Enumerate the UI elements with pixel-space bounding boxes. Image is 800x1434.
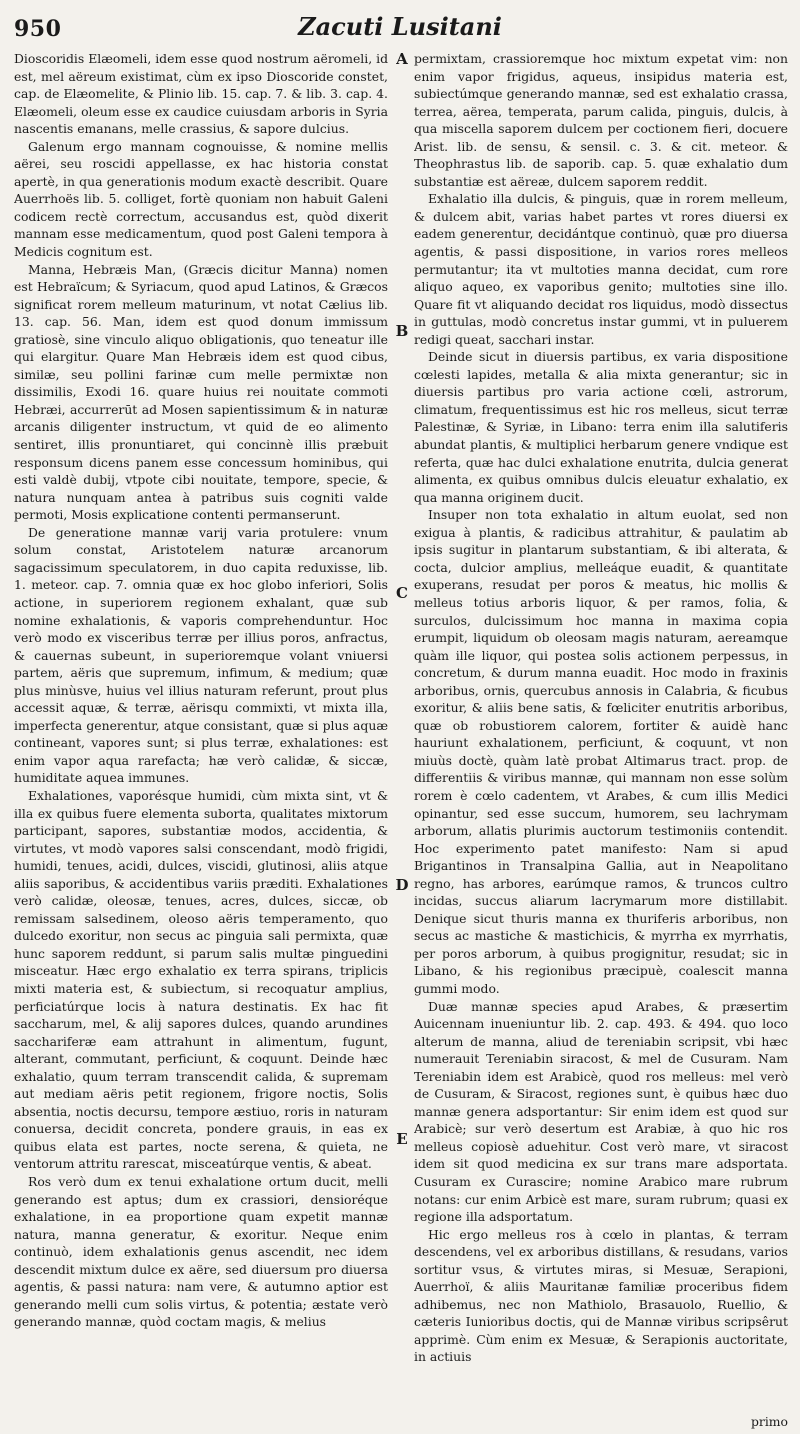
left-column bbox=[14, 50, 388, 1420]
section-marker-e: E bbox=[396, 1130, 408, 1148]
paragraph: Exhalationes, vaporésque humidi, cùm mixta sint, vt & illa ex quibus fuere elementa suborta, qualitates mixtorum participant, sapores, substantiæ modos, accidentia, & virtutes, vt modò vapores salsi conscendant, modò frigidi, humidi, tenues, acidi, dulces, viscidi, glutinosi, aliis atque aliis saporibus, & accidentibus variis præditi. Exhalationes verò calidæ, oleosæ, tenues, acres, dulces, siccæ, ob remissam salsedinem, oleoso aëris temperamento, quo dulcedo exoritur, non secus ac pinguia sali permixta, quæ hunc saporem reddunt, si parum salis multæ pinguedini misceatur. Hæc ergo exhalatio ex terra spirans, triplicis mixti materia est, & subiectum, si recoquatur amplius, perficiatúrque locis à natura destinatis. Ex hac fit saccharum, mel, & alij sapores dulces, quando arundines sacchariferæ eam attrahunt in alimentum, fugunt, alterant, commutant, perficiunt, & coquunt. Deinde hæc exhalatio, quum terram transcendit calida, & supremam aut mediam aëris petit regionem, frigore noctis, Solis absentia, noctis decursu, tempore æstiuo, roris in naturam conuersa, decidit concreta, pondere grauis, in eas ex quibus elata est partes, nocte serena, & quieta, ne ventorum attritu rarescat, misceatúrque ventis, & abeat. bbox=[14, 787, 388, 1172]
section-marker-b: B bbox=[395, 322, 409, 340]
section-marker-d: D bbox=[395, 876, 409, 894]
catchword: primo bbox=[750, 1414, 788, 1429]
paragraph: Duæ mannæ species apud Arabes, & præsertim Auicennam inueniuntur lib. 2. cap. 493. & 494. quo loco alterum de manna, aliud de tereniabin scripsit, vbi hæc numerauit Tereniabin siracost, & mel de Cusuram. Nam Tereniabin idem est Arabicè, quod ros melleus: mel verò de Cusuram, & Siracost, regiones sunt, è quibus hæc duo mannæ genera adsportantur: Sir enim idem est quod sur Arabicè; sur verò desertum est Arabiæ, à quo hic ros melleus copiosè aduehitur. Cost verò mare, vt siracost idem sit quod medicina ex sur trans mare adsportata. Cusuram ex Curascire; nomine Arabico mare rubrum notans: cur enim Arbicè est mare, suram rubrum; quasi ex regione illa adsportatum. bbox=[414, 998, 788, 1225]
paragraph: Galenum ergo mannam cognouisse, & nomine mellis aërei, seu roscidi appellasse, ex hac historia constat apertè, in qua generationis modum exactè describit. Quare Auerrhoës lib. 5. colliget, fortè quoniam non habuit Galeni codicem rectè correctum, accusandus est, quòd dixerit mannam esse medicamentum, quod post Galeni tempora à Medicis cognitum est. bbox=[14, 138, 388, 260]
running-title: Zacuti Lusitani bbox=[298, 12, 502, 41]
paragraph: Hic ergo melleus ros à cœlo in plantas, & terram descendens, vel ex arboribus distillans, & resudans, varios sortitur vsus, & virtutes miras, si Mesuæ, Serapioni, Auerrhoï, & aliis Mauritanæ familiæ proceribus fidem adhibemus, nec non Mathiolo, Brasauolo, Ruellio, & cæteris Iunioribus doctis, qui de Mannæ viribus scripsêrut apprimè. Cùm enim ex Mesuæ, & Serapionis auctoritate, in actiuis bbox=[414, 1226, 788, 1365]
paragraph: permixtam, crassioremque hoc mixtum expetat vim: non enim vapor frigidus, aqueus, insipidus materia est, subiectúmque generando mannæ, sed est exhalatio crassa, terrea, aërea, temperata, parum calida, pinguis, dulcis, à qua miscella saporem dulcem per coctionem fieri, docuere Arist. lib. de sensu, & sensil. c. 3. & cit. meteor. & Theophrastus lib. de saporib. cap. 5. quæ exhalatio dum substantiæ est aëreæ, dulcem saporem reddit. bbox=[414, 51, 788, 189]
section-marker-a: A bbox=[396, 50, 408, 68]
paragraph: Ros verò dum ex tenui exhalatione ortum ducit, melli generando est aptus; dum ex crassiori, densioréque exhalatione, in ea proportione quam expetit mannæ natura, manna generatur, & exoritur. Neque enim continuò, idem exhalationis genus ascendit, nec idem descendit mixtum dulce ex aëre, sed diuersum pro diuersa agentis, & passi natura: nam vere, & autumno aptior est generando melli cum solis virtus, & potentia; æstate verò generando mannæ, quòd coctam magis, & melius bbox=[14, 1174, 388, 1330]
paragraph: Manna, Hebræis Man, (Græcis dicitur Manna) nomen est Hebraïcum; & Syriacum, quod apud Latinos, & Græcos significat rorem melleum maturinum, vt notat Cælius lib. 13. cap. 56. Man, idem est quod donum immissum gratiosè, sine vinculo aliquo obligationis, quo teneatur ille qui elargitur. Quare Man Hebræis idem est quod cibus, similæ, seu pollini farinæ cum melle permixtæ non dissimilis, Exodi 16. quare huius rei nouitate commoti Hebræi, accurrerūt ad Mosen sapientissimum & in naturæ arcanis diligenter instructum, vt quid de eo alimento sentiret, illis pronuntiaret, qui concinnè illis præbuit responsum dicens panem esse concessum hominibus, qui esti valdè dubij, vtpote cibi nouitate, tempore, specie, & natura nunquam antea à patribus suis cogniti valde permoti, Mosis explicatione contenti permanserunt. bbox=[14, 261, 388, 523]
section-marker-c: C bbox=[396, 584, 408, 602]
paragraph: Exhalatio illa dulcis, & pinguis, quæ in rorem melleum, & dulcem abit, varias habet partes vt rores diuersi ex eadem generentur, decidántque continuò, quæ pro diuersa agentis, & passi dispositione, in varios rores melleos permutantur; ita vt multoties manna decidat, cum rore aliquo aqueo, ex vaporibus genito; multoties sine illo. Quare fit vt aliquando decidat ros liquidus, modò dissectus in guttulas, modò concretus instar gummi, vt in puluerem redigi queat, sacchari instar. bbox=[414, 191, 788, 347]
right-column bbox=[414, 50, 788, 1420]
paragraph: Deinde sicut in diuersis partibus, ex varia dispositione cœlesti lapides, metalla & alia mixta generantur; sic in diuersis partibus pro varia actione cœli, astrorum, climatum, frequentissimus est hic ros melleus, sicut terræ Palestinæ, & Syriæ, in Libano: terra enim illa salutiferis abundat plantis, & multiplici herbarum genere vndique est referta, quæ hac dulci exhalatione enutrita, dulcia generat alimenta, ex quibus omnibus dulcis eleuatur exhalatio, ex qua manna originem ducit. bbox=[414, 349, 788, 505]
paragraph: Dioscoridis Elæomeli, idem esse quod nostrum aëromeli, id est, mel aëreum existimat, cùm ex ipso Dioscoride constet, cap. de Elæomelite, & Plinio lib. 15. cap. 7. & lib. 3. cap. 4. Elæomeli, oleum esse ex caudice cuiusdam arboris in Syria nascentis emanans, melle crassius, & sapore dulcius. bbox=[14, 51, 388, 137]
page-number: 950 bbox=[14, 16, 62, 42]
paragraph: De generatione mannæ varij varia protulere: vnum solum constat, Aristotelem naturæ arcanorum sagacissimum speculatorem, in duo capita reduxisse, lib. 1. meteor. cap. 7. omnia quæ ex hoc globo inferiori, Solis actione, in superiorem regionem exhalant, quæ sub nomine exhalationis, & vaporis comprehenduntur. Hoc verò modo ex visceribus terræ per illius poros, anfractus, & cauernas subeunt, in superioremque volant vniuersi partem, aëris que supremum, infimum, & medium; quæ plus minùsve, huius vel illius naturam referunt, prout plus accessit aquæ, & terræ, aërisqu commixti, vt mixta illa, imperfecta generentur, atque consistant, quæ si plus aquæ contineant, vapores sunt; si plus terræ, exhalationes: est enim vapor aqua rarefacta; hæ verò calidæ, & siccæ, humiditate aquea immunes. bbox=[14, 524, 388, 786]
paragraph: Insuper non tota exhalatio in altum euolat, sed non exigua à plantis, & radicibus attrahitur, & paulatim ab ipsis sugitur in plantarum substantiam, & ibi alterata, & cocta, dulcior amplius, melleáque euadit, & quantitate exuperans, resudat per poros & meatus, hic mollis & melleus totius arboris liquor, & per ramos, folia, & surculos, dulcissimum hoc manna in maxima copia erumpit, liquidum ob oleosam magis naturam, aereamque quàm ille liquor, qui postea solis actionem perpessus, in concretum, & durum manna euadit. Hoc modo in fraxinis arboribus, ornis, quercubus annosis in Calabria, & ficubus exoritur, & aliis bene satis, & fœliciter enutritis arboribus, quæ ob robustiorem calorem, fortiter & auidè hanc hauriunt exhalationem, perficiunt, & coquunt, vt non miuùs doctè, quàm latè probat Altimarus tract. prop. de differentiis & viribus mannæ, qui mannam non esse solùm rorem è cœlo cadentem, vt Arabes, & cum illis Medici opinantur, sed esse succum, humorem, seu lachrymam arborum, allatis plurimis auctorum testimoniis contendit. Hoc experimento patet manifesto: Nam si apud Brigantinos in Transalpina Gallia, aut in Neapolitano regno, has arbores, earúmque ramos, & truncos cultro incidas, succus aliarum lacrymarum more distillabit. Denique sicut thuris manna ex thuriferis arboribus, non secus ac mastiche & mastichicis, & myrrha ex myrrhatis, per poros arborum, à quibus progignitur, resudat; sic in Libano, & his regionibus præcipuè, coalescit manna gummi modo. bbox=[414, 507, 788, 996]
